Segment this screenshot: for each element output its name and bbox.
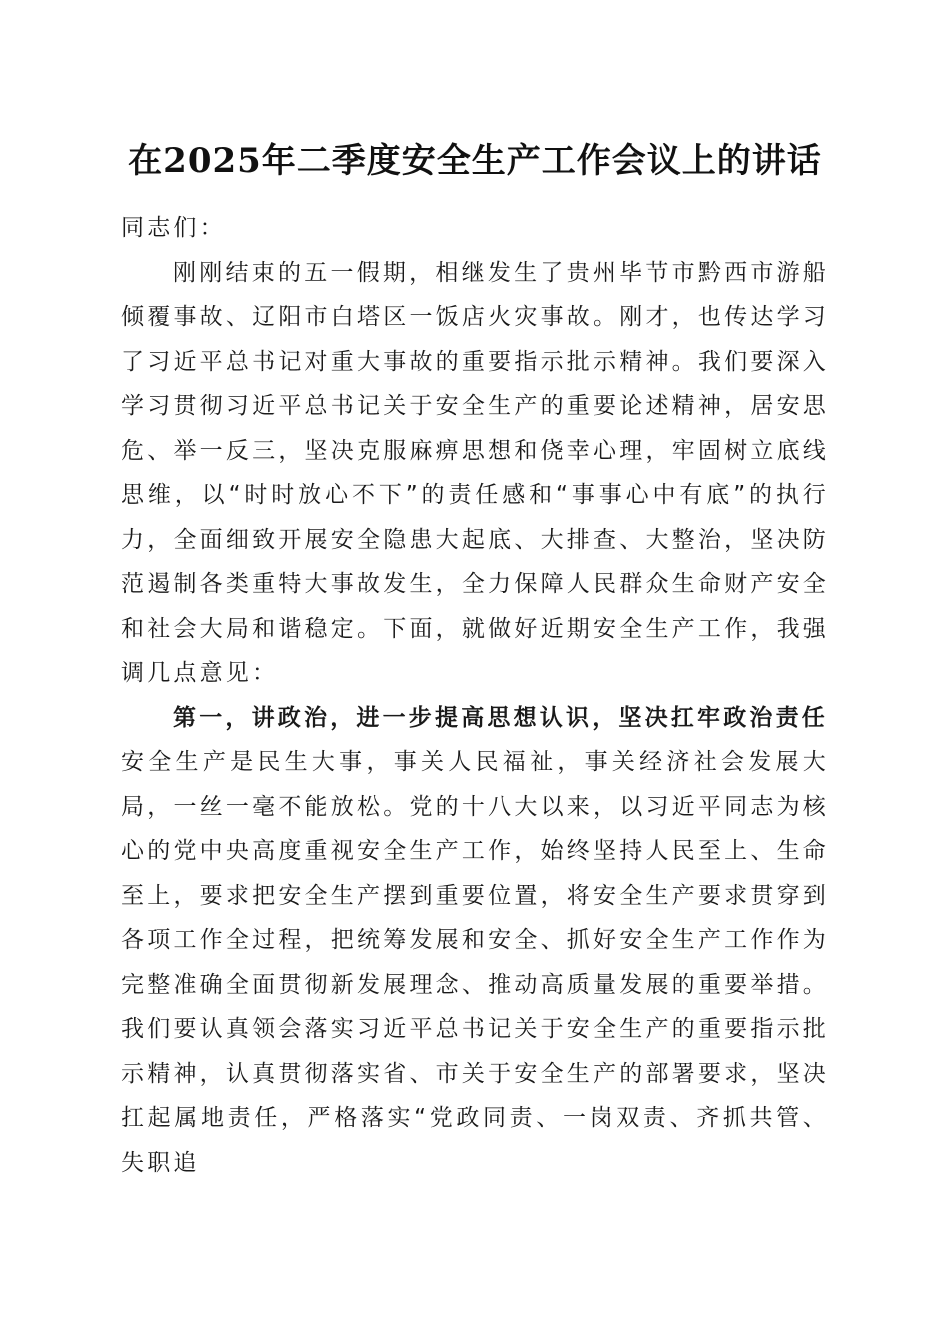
salutation: 同志们： bbox=[121, 215, 226, 241]
document-body bbox=[121, 206, 829, 1185]
paragraph-section-1: 安全生产是民生大事，事关人民福祉，事关经济社会发展大局，一丝一毫不能放松。党的十八大以来，以习近平同志为核心的党中央高度重视安全生产工作，始终坚持人民至上、生命至上，要求把安全生产摆到重要位置，将安全生产要求贯穿到各项工作全过程，把统筹发展和安全、抓好安全生产工作作为完整准确全面贯彻新发展理念、推动高质量发展的重要举措。我们要认真领会落实习近平总书记关于安全生产的重要指示批示精神，认真贯彻落实省、市关于安全生产的部署要求，坚决扛起属地责任，严格落实“党政同责、一岗双责、齐抓共管、失职追 bbox=[121, 749, 829, 1176]
paragraph-intro: 刚刚结束的五一假期，相继发生了贵州毕节市黔西市游船倾覆事故、辽阳市白塔区一饭店火灾事故。刚才，也传达学习了习近平总书记对重大事故的重要指示批示精神。我们要深入学习贯彻习近平总书记关于安全生产的重要论述精神，居安思危、举一反三，坚决克服麻痹思想和侥幸心理，牢固树立底线思维，以“时时放心不下”的责任感和“事事心中有底”的执行力，全面细致开展安全隐患大起底、大排查、大整治，坚决防范遏制各类重特大事故发生，全力保障人民群众生命财产安全和社会大局和谐稳定。下面，就做好近期安全生产工作，我强调几点意见： bbox=[121, 259, 829, 686]
page-title: 在2025年二季度安全生产工作会议上的讲话 bbox=[128, 141, 822, 181]
section-heading-1: 第一，讲政治，进一步提高思想认识，坚决扛牢政治责任 bbox=[173, 704, 828, 731]
